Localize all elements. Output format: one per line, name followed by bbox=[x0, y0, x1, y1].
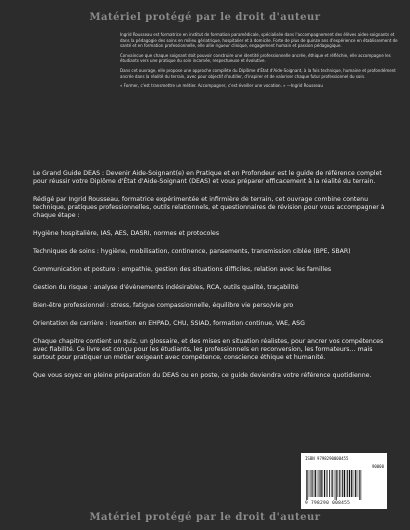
barcode-stripe bbox=[324, 470, 325, 497]
copyright-watermark-top: Matériel protégé par le droit d'auteur bbox=[89, 12, 321, 23]
barcode-stripe bbox=[351, 470, 352, 497]
barcode-stripe bbox=[323, 470, 324, 497]
barcode-stripe bbox=[319, 470, 320, 497]
barcode-stripe bbox=[359, 470, 360, 500]
barcode-stripe bbox=[320, 470, 321, 497]
desc-closing: Que vous soyez en pleine préparation du DEAS ou en poste, ce guide deviendra votre référence quotidienne. bbox=[33, 372, 372, 379]
barcode-stripe bbox=[317, 470, 318, 497]
barcode-bars bbox=[305, 470, 383, 500]
desc-chapters: Chaque chapitre contient un quiz, un glossaire, et des mises en situation réalistes, pour ancrer vos compétences avec fiabilité. Ce livre est conçu pour les étudiants, les professionnels en reconversion, les formateurs… mais surtout pour pratiquer un métier exigeant avec compétence, conscience éthique et humanité. bbox=[33, 338, 384, 361]
barcode-stripe bbox=[332, 470, 333, 497]
barcode-stripe bbox=[307, 470, 308, 500]
topic-career: Orientation de carrière : insertion en EHPAD, CHU, SSIAD, formation continue, VAE, ASG bbox=[33, 320, 305, 327]
barcode-stripe bbox=[346, 470, 347, 497]
barcode-stripe bbox=[342, 470, 343, 497]
barcode-stripe bbox=[336, 470, 337, 500]
barcode-stripe bbox=[329, 470, 330, 497]
barcode-stripe bbox=[331, 470, 332, 497]
barcode-stripe bbox=[327, 470, 328, 497]
barcode-stripe bbox=[361, 470, 362, 500]
topic-communication: Communication et posture : empathie, gestion des situations difficiles, relation avec les familles bbox=[33, 266, 332, 273]
barcode-number: 9 798290 008455 bbox=[305, 501, 351, 506]
barcode-stripe bbox=[306, 470, 307, 500]
topic-hygiene: Hygiène hospitalière, IAS, AES, DASRI, normes et protocoles bbox=[33, 230, 220, 237]
bio-paragraph-3: Dans cet ouvrage, elle propose une approche complète du Diplôme d'État d'Aide-Soignant, à la fois technique, humaine et profondément ancrée dans la réalité du terrain, avec pour objectif d'outiller, d'inspirer et de valoriser chaque futur professionnel du soin. bbox=[120, 67, 396, 79]
barcode-stripe bbox=[335, 470, 336, 500]
barcode-stripe bbox=[358, 470, 359, 497]
barcode-stripe bbox=[344, 470, 345, 497]
bio-paragraph-2: Convaincue que chaque soignant doit pouvoir construire une identité professionnelle ancrée, éthique et réfléchie, elle accompagne les étudiants vers une pratique du soin incarnée, respectueuse et évolutive. bbox=[120, 52, 391, 64]
barcode-stripe bbox=[315, 470, 316, 497]
desc-intro: Le Grand Guide DEAS : Devenir Aide-Soignant(e) en Pratique et en Profondeur est le guide de référence complet pour réussir votre Diplôme d'État d'Aide-Soignant (DEAS) et vous préparer efficacement à la réalité du terrain. bbox=[33, 170, 382, 185]
barcode-stripe bbox=[354, 470, 355, 497]
isbn-label: ISBN 9798290008455 bbox=[305, 456, 349, 461]
bio-paragraph-1: Ingrid Rousseau est formatrice en institut de formation paramédicale, spécialisée dans l'accompagnement des élèves aides-soignants et dans la pédagogie des soins en milieu gériatrique, hospitalier et à domicile. Forte de plus de quinze ans d'expérience en établissement de santé et en formation professionnelle, elle allie rigueur clinique, engagement humain et passion pédagogique. bbox=[120, 32, 398, 49]
author-bio bbox=[120, 32, 402, 93]
copyright-watermark-bottom: Matériel protégé par le droit d'auteur bbox=[89, 512, 321, 523]
barcode-stripe bbox=[312, 470, 313, 497]
barcode-stripe bbox=[339, 470, 340, 497]
topic-wellbeing: Bien-être professionnel : stress, fatigue compassionnelle, équilibre vie perso/vie pro bbox=[33, 302, 294, 309]
barcode-stripe bbox=[347, 470, 348, 497]
desc-written-by: Rédigé par Ingrid Rousseau, formatrice expérimentée et infirmière de terrain, cet ouvrage combine contenu technique, pratiques professionnelles, outils relationnels, et questionnaires de révision pour vous accompagner à chaque étape : bbox=[33, 196, 385, 219]
topic-risk: Gestion du risque : analyse d'évènements indésirables, RCA, outils qualité, traçabilité bbox=[33, 284, 299, 291]
topic-techniques: Techniques de soins : hygiène, mobilisation, continence, pansements, transmission ciblée (BPE, SBAR) bbox=[33, 248, 351, 255]
barcode-stripe bbox=[309, 470, 310, 497]
barcode-stripe bbox=[341, 470, 342, 497]
barcode-stripe bbox=[326, 470, 327, 497]
barcode-stripe bbox=[355, 470, 356, 497]
isbn-barcode bbox=[301, 453, 387, 509]
barcode-stripe bbox=[311, 470, 312, 497]
bio-quote: « Former, c'est transmettre un métier. Accompagner, c'est éveiller une vocation. » —Ingrid Rousseau bbox=[120, 83, 323, 89]
price-code: 90000 bbox=[371, 464, 384, 469]
book-description bbox=[33, 170, 385, 390]
barcode-stripe bbox=[338, 470, 339, 497]
barcode-stripe bbox=[349, 470, 350, 497]
